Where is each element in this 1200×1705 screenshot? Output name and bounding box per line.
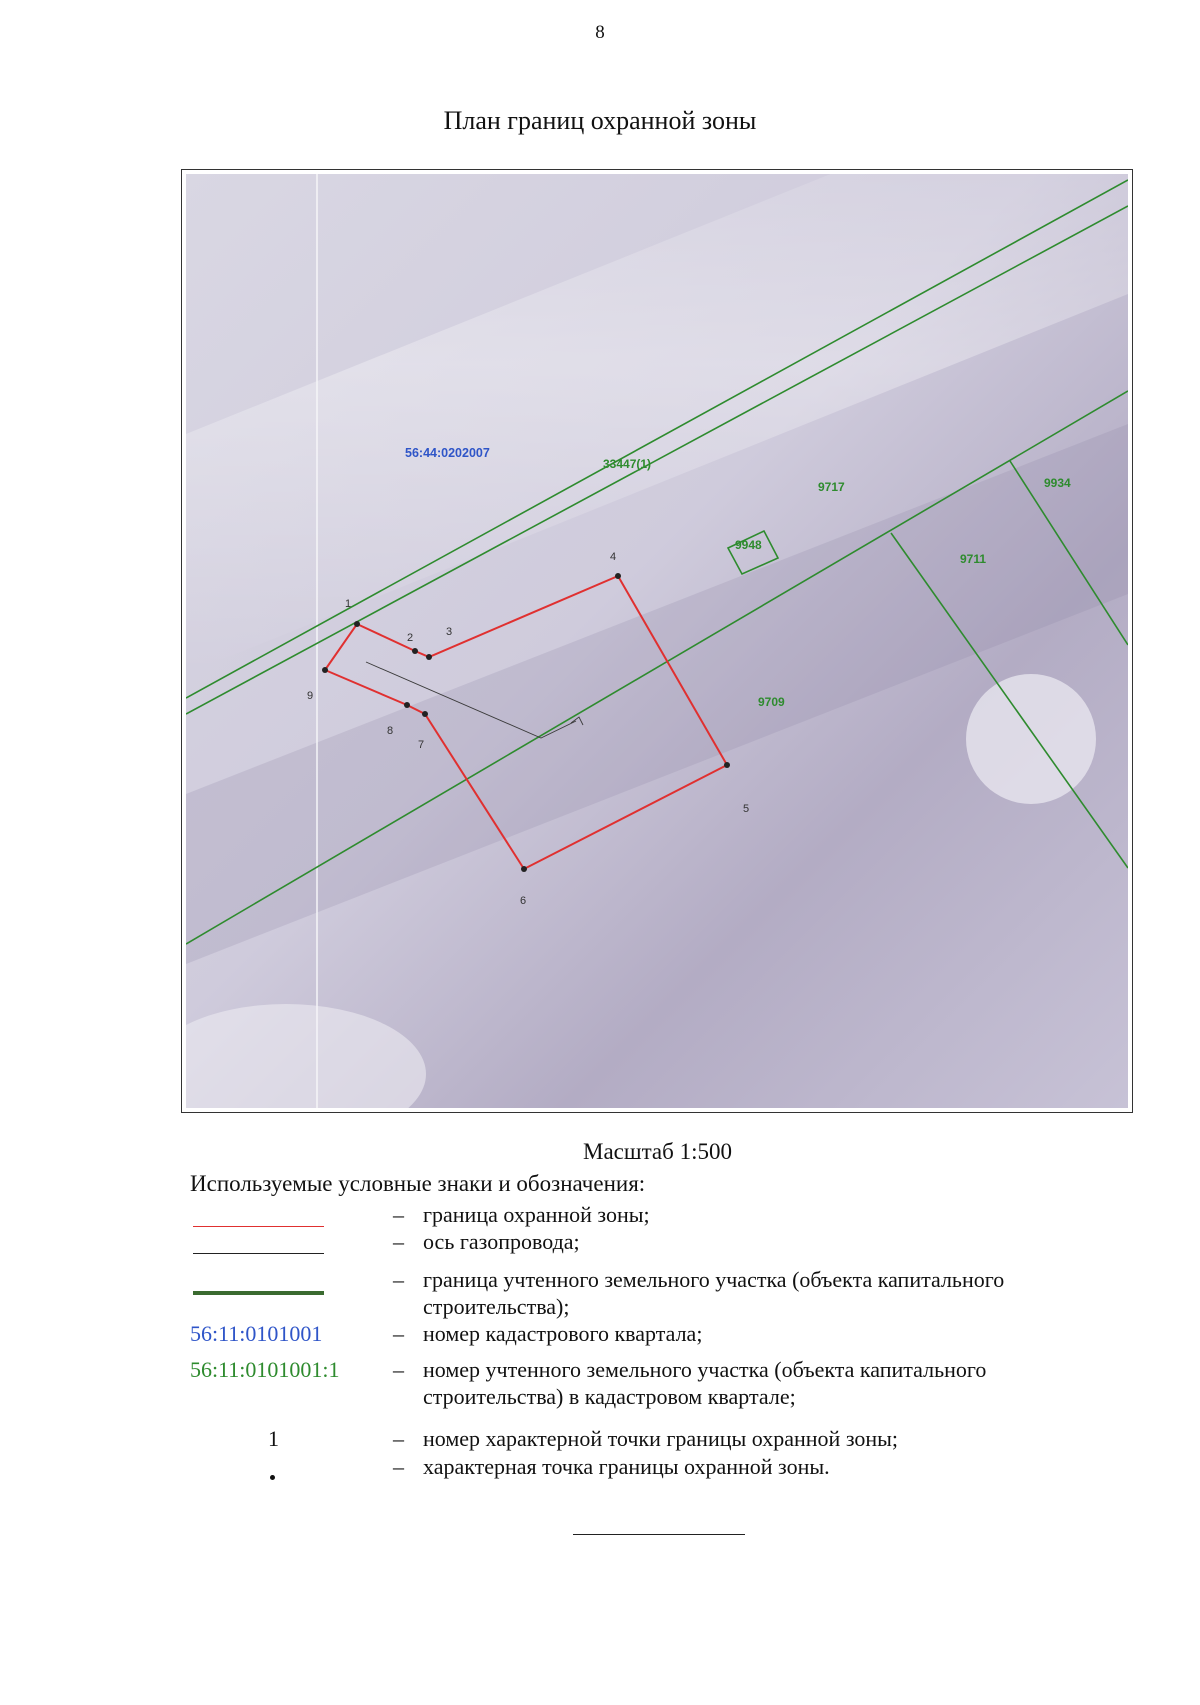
point-label: 9 <box>307 690 314 702</box>
page-title: План границ охранной зоны <box>443 106 757 135</box>
map-canvas <box>186 174 1128 1108</box>
legend-description: номер учтенного земельного участка (объекта капитального строительства) в кадастровом квартале; <box>423 1357 987 1409</box>
point-dot <box>615 573 621 579</box>
point-dot <box>404 702 410 708</box>
point-label: 1 <box>345 598 352 610</box>
cadastral-quarter-label: 56:44:0202007 <box>405 446 490 460</box>
point-label: 8 <box>387 725 394 737</box>
legend-description: номер характерной точки границы охранной зоны; <box>423 1426 899 1451</box>
point-label: 3 <box>446 626 453 638</box>
point-dot-icon <box>190 1453 370 1480</box>
point-dot <box>322 667 328 673</box>
legend-description: граница учтенного земельного участка (объекта капитального строительства); <box>423 1267 1005 1319</box>
point-dot <box>354 621 360 627</box>
point-dot <box>422 711 428 717</box>
closing-rule <box>573 1534 745 1535</box>
point-dot <box>521 866 527 872</box>
legend-symbol-point-number: 1 <box>268 1426 279 1451</box>
point-label: 4 <box>610 551 617 563</box>
legend-description: граница охранной зоны; <box>423 1202 650 1227</box>
point-label: 5 <box>743 803 750 815</box>
map-scale: Масштаб 1:500 <box>583 1139 732 1164</box>
red-line-icon <box>190 1201 370 1228</box>
point-dot <box>412 648 418 654</box>
parcel-label: 9948 <box>735 538 762 552</box>
parcel-label: 9717 <box>818 480 845 494</box>
point-dot <box>426 654 432 660</box>
parcel-label: 9711 <box>960 552 987 566</box>
point-label: 6 <box>520 895 527 907</box>
legend-description: характерная точка границы охранной зоны. <box>423 1454 830 1479</box>
light-patch <box>966 674 1096 804</box>
parcel-label: 9934 <box>1044 476 1071 490</box>
page-number: 8 <box>595 22 605 43</box>
legend-symbol-quarter-number: 56:11:0101001 <box>190 1321 323 1346</box>
thin-black-line-icon <box>190 1228 370 1255</box>
parcel-label: 9709 <box>758 695 785 709</box>
point-label: 2 <box>407 632 414 644</box>
map-frame <box>181 169 1133 1113</box>
point-label: 7 <box>418 739 425 751</box>
legend-heading: Используемые условные знаки и обозначения: <box>190 1171 646 1196</box>
thick-green-line-icon <box>190 1266 370 1293</box>
legend-description: ось газопровода; <box>423 1229 580 1254</box>
point-dot <box>724 762 730 768</box>
parcel-label: 33447(1) <box>603 457 652 471</box>
legend-description: номер кадастрового квартала; <box>423 1321 703 1346</box>
legend-symbol-parcel-number: 56:11:0101001:1 <box>190 1357 340 1382</box>
